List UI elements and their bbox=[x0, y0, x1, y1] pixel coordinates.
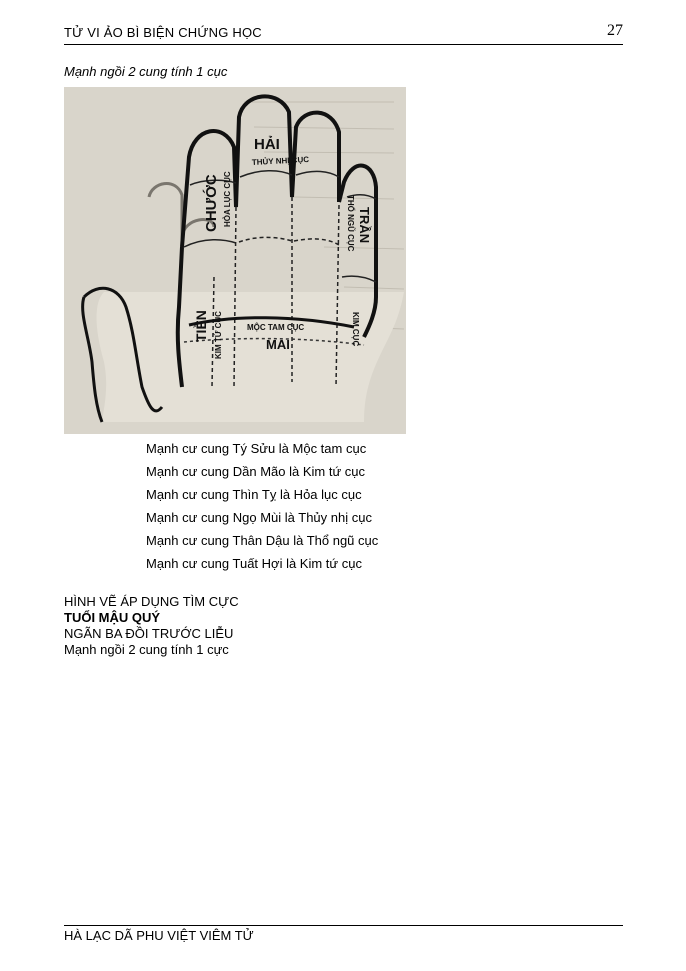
hand-diagram-image bbox=[64, 87, 406, 434]
page-header bbox=[64, 22, 623, 45]
hand-drawing bbox=[64, 87, 406, 434]
block-heading: HÌNH VẼ ÁP DỤNG TÌM CỰC bbox=[64, 594, 239, 609]
block-line: Mạnh ngồi 2 cung tính 1 cực bbox=[64, 642, 229, 657]
rule-line: Mạnh cư cung Tý Sửu là Mộc tam cục bbox=[146, 441, 367, 456]
header-title: TỬ VI ẢO BÌ BIỆN CHỨNG HỌC bbox=[64, 25, 262, 40]
block-line: NGÃN BA ĐỒI TRƯỚC LIỄU bbox=[64, 626, 234, 641]
label-thuy-nhi-cuc: THỦY NHỊ CỤC bbox=[251, 155, 310, 167]
page-footer bbox=[64, 925, 623, 943]
label-tran: TRẦN bbox=[357, 207, 372, 244]
rule-line: Mạnh cư cung Tuất Hợi là Kim tứ cục bbox=[146, 556, 362, 571]
rule-line: Mạnh cư cung Ngọ Mùi là Thủy nhị cục bbox=[146, 510, 372, 525]
block-subheading: TUỔI MẬU QUÝ bbox=[64, 610, 161, 625]
label-hai: HẢI bbox=[254, 136, 280, 153]
rule-line: Mạnh cư cung Thìn Tỵ là Hỏa lục cục bbox=[146, 487, 362, 502]
rule-line: Mạnh cư cung Thân Dậu là Thổ ngũ cục bbox=[146, 533, 379, 548]
label-tien: TIỀN bbox=[193, 310, 209, 342]
figure-caption: Mạnh ngồi 2 cung tính 1 cục bbox=[64, 64, 228, 79]
label-hoa-luc-cuc: HỎA LỤC CỤC bbox=[223, 171, 232, 227]
label-kim-tu-cuc: KIM TỨ CỤC bbox=[214, 311, 223, 359]
footer-text: HÀ LẠC DÃ PHU VIỆT VIÊM TỬ bbox=[64, 928, 254, 943]
page-number: 27 bbox=[607, 22, 623, 39]
label-tho-ngu-cuc: THỔ NGŨ CỤC bbox=[346, 195, 355, 252]
text-block bbox=[64, 594, 239, 658]
label-moc-tam-cuc: MỘC TAM CỤC bbox=[247, 323, 305, 332]
label-chuoc: CHƯỚC bbox=[203, 174, 220, 232]
rule-line: Mạnh cư cung Dần Mão là Kim tứ cục bbox=[146, 464, 365, 479]
rules-list bbox=[146, 440, 378, 578]
label-mai: MAI bbox=[266, 337, 290, 352]
label-kim-cuc: KIM CỤC bbox=[351, 312, 360, 347]
